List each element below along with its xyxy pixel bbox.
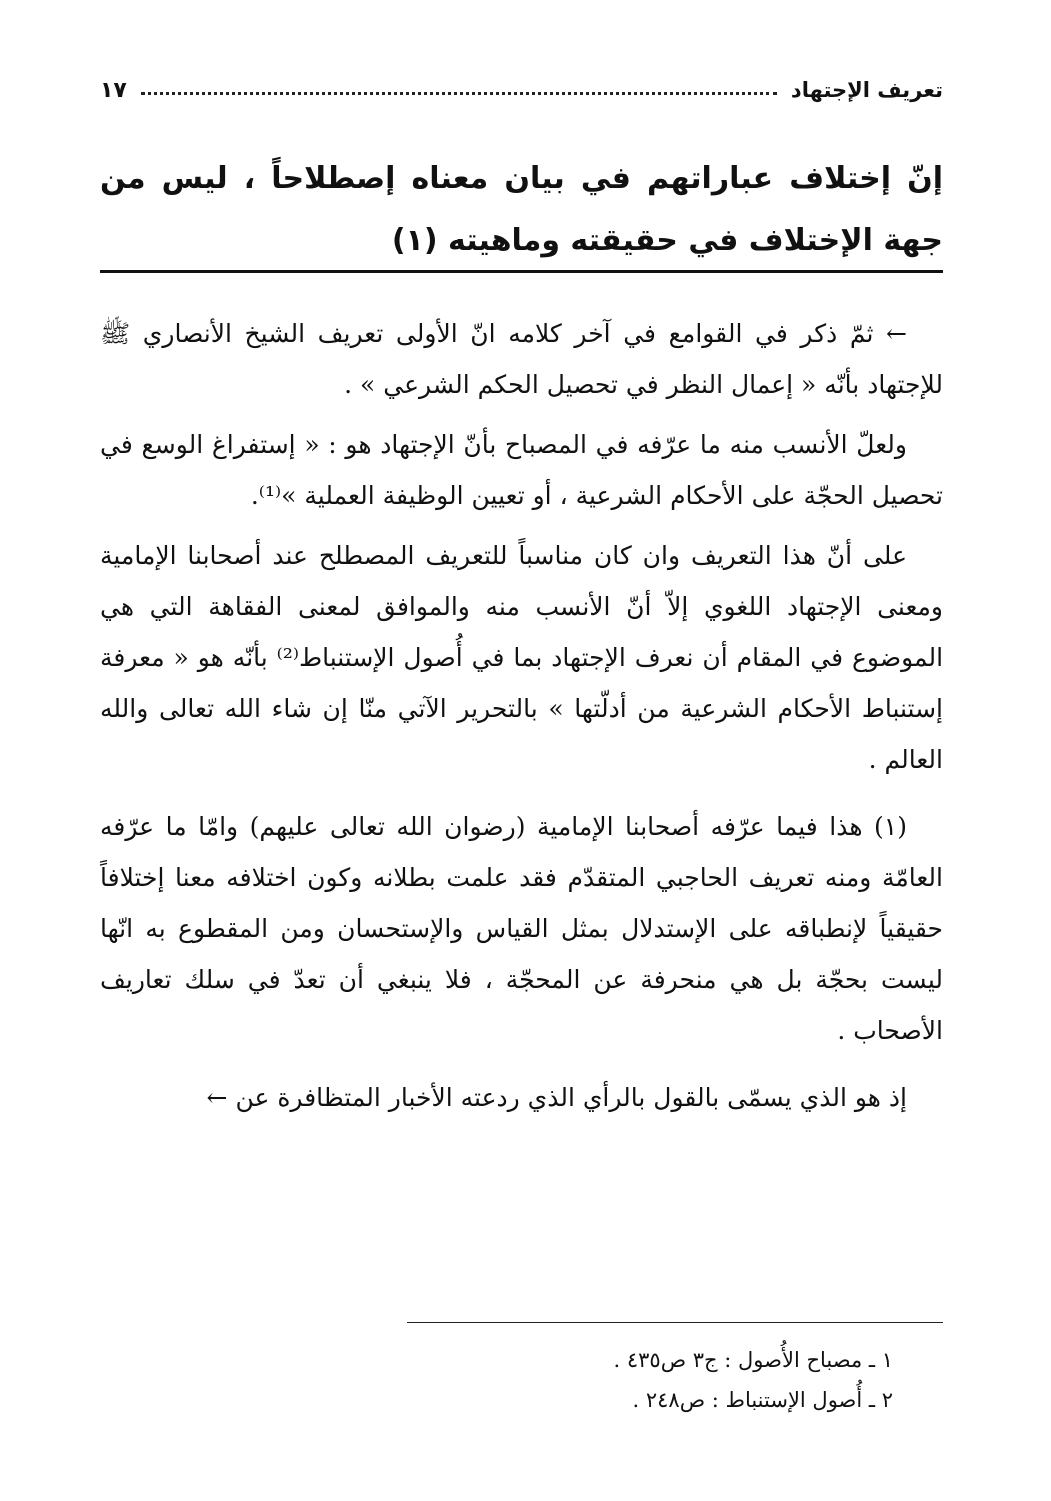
commentary-paragraph: (١) هذا فيما عرّفه أصحابنا الإمامية (رضوان الله تعالى عليهم) وامّا ما عرّفه العامّة ومنه تعريف الحاجبي المتقدّم فقد علمت بطلانه وكون اختلافه معنا إختلافاً حقيقياً لإنطباقه على الإستدلال بمثل القياس والإستحسان ومن المقطوع به انّها ليست بحجّة بل هي منحرفة عن المحجّة ، فلا ينبغي أن تعدّ في سلك تعاريف الأصحاب . [100, 812, 943, 1045]
running-header [100, 70, 943, 110]
running-header-title: تعريف الإجتهاد [790, 78, 943, 102]
heading-divider [100, 270, 943, 273]
footnote-divider [407, 1322, 943, 1323]
section-heading: إنّ إختلاف عباراتهم في بيان معناه إصطلاحاً ، ليس من جهة الإختلاف في حقيقته وماهيته (١) [100, 161, 943, 258]
paragraph: ولعلّ الأنسب منه ما عرّفه في المصباح بأنّ الإجتهاد هو : « إستفراغ الوسع في تحصيل الحجّة على الأحكام الشرعية ، أو تعيين الوظيفة العملية »⁽¹⁾. [100, 430, 943, 510]
paragraph: على أنّ هذا التعريف وان كان مناسباً للتعريف المصطلح عند أصحابنا الإمامية ومعنى الإجتهاد اللغوي إلاّ أنّ الأنسب منه والموافق لمعنى الفقاهة التي هي الموضوع في المقام أن نعرف الإجتهاد بما في أُصول الإستنباط⁽²⁾ بأنّه هو « معرفة إستنباط الأحكام الشرعية من أدلّتها » بالتحرير الآتي منّا إن شاء الله تعالى والله العالم . [100, 541, 944, 774]
footnote-item: ٢ ـ أُصول الإستنباط : ص٢٤٨ . [632, 1388, 893, 1412]
footnote-item: ١ ـ مصباح الأُصول : ج٣ ص٤٣٥ . [613, 1348, 893, 1372]
footnotes [613, 1340, 893, 1420]
page-number: ١٧ [100, 77, 127, 103]
paragraph: ← ثمّ ذكر في القوامع في آخر كلامه انّ الأولى تعريف الشيخ الأنصاري ﷺ للإجتهاد بأنّه « إعمال النظر في تحصيل الحكم الشرعي » . [100, 319, 943, 399]
commentary-paragraph: إذ هو الذي يسمّى بالقول بالرأي الذي ردعته الأخبار المتظافرة عن ← [206, 1083, 907, 1112]
leader-dots [141, 92, 777, 95]
body-text [100, 308, 943, 1132]
